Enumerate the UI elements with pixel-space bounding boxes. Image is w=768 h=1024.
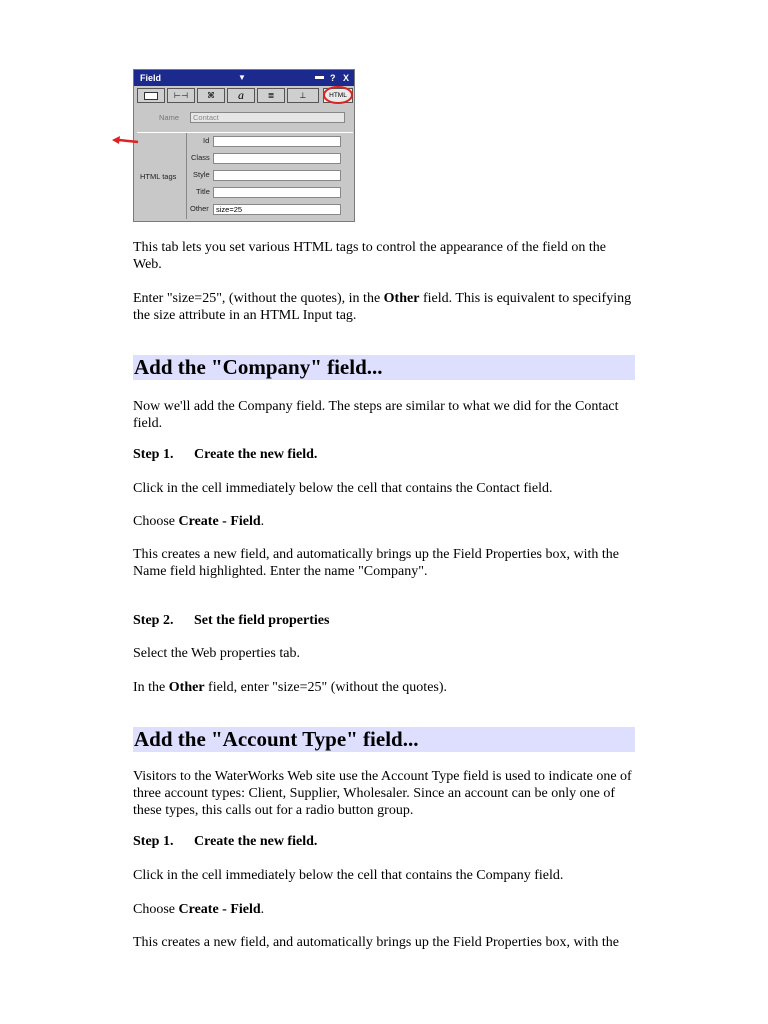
dialog-tabs [137,88,353,104]
id-label: Id [203,136,210,145]
company-paragraph-3: Choose Create - Field. [133,514,265,529]
other-label: Other [190,204,209,213]
name-label: Name [159,113,180,122]
company-heading: Add the "Company" field... [133,355,635,380]
tab-align[interactable]: ≣ [257,88,285,103]
account-heading: Add the "Account Type" field... [133,727,635,752]
tab-validation[interactable]: ⌘ [197,88,225,103]
close-icon[interactable]: X [343,73,350,83]
dialog-title: Field [140,73,162,83]
help-icon[interactable]: ? [330,73,336,83]
account-step-1: Step 1. Create the new field. [133,834,318,849]
html-tags-group [137,132,353,220]
tab-html[interactable]: HTML [323,88,353,103]
field-properties-dialog [133,69,355,222]
company-paragraph-5: Select the Web properties tab. [133,646,300,661]
name-field[interactable]: Contact [190,112,345,123]
divider [186,133,187,219]
intro-paragraph-2: Enter "size=25", (without the quotes), in the Other field. This is equivalent to specifying the size attribute in an HTML Input tag. [133,291,632,323]
company-step-1: Step 1. Create the new field. [133,447,318,462]
account-paragraph-3: Choose Create - Field. [133,902,265,917]
company-paragraph-6: In the Other field, enter "size=25" (without the quotes). [133,680,448,695]
company-paragraph-2: Click in the cell immediately below the cell that contains the Contact field. [133,481,553,496]
style-label: Style [193,170,210,179]
company-paragraph-1: Now we'll add the Company field. The steps are similar to what we did for the Contact field. [133,399,619,431]
account-paragraph-1: Visitors to the WaterWorks Web site use the Account Type field is used to indicate one of three account types: Client, Supplier, Wholesaler. Since an account can be only one of these types, this calls out for a radio button group. [133,769,632,818]
company-step-2: Step 2. Set the field properties [133,613,330,628]
dropdown-arrow-icon[interactable]: ▼ [238,73,246,82]
account-paragraph-4: This creates a new field, and automatically brings up the Field Properties box, with the [133,935,619,950]
tab-general[interactable] [137,88,165,103]
tab-position[interactable]: ⊥ [287,88,319,103]
title-field[interactable] [213,187,341,198]
highlight-circle [323,86,353,104]
style-field[interactable] [213,170,341,181]
minimize-icon[interactable] [315,76,324,79]
tab-format[interactable]: ⊢⊣ [167,88,195,103]
red-arrow-icon [111,136,139,146]
other-field[interactable]: size=25 [213,204,341,215]
company-paragraph-4: This creates a new field, and automatically brings up the Field Properties box, with the Name field highlighted. Enter the name "Company". [133,547,619,579]
account-paragraph-2: Click in the cell immediately below the cell that contains the Company field. [133,868,564,883]
class-field[interactable] [213,153,341,164]
dialog-titlebar [134,70,354,86]
class-label: Class [191,153,210,162]
name-row [137,108,353,128]
title-label: Title [196,187,210,196]
html-tags-label: HTML tags [140,172,177,181]
intro-paragraph-1: This tab lets you set various HTML tags to control the appearance of the field on the Web. [133,240,607,272]
id-field[interactable] [213,136,341,147]
tab-font[interactable]: a [227,88,255,103]
